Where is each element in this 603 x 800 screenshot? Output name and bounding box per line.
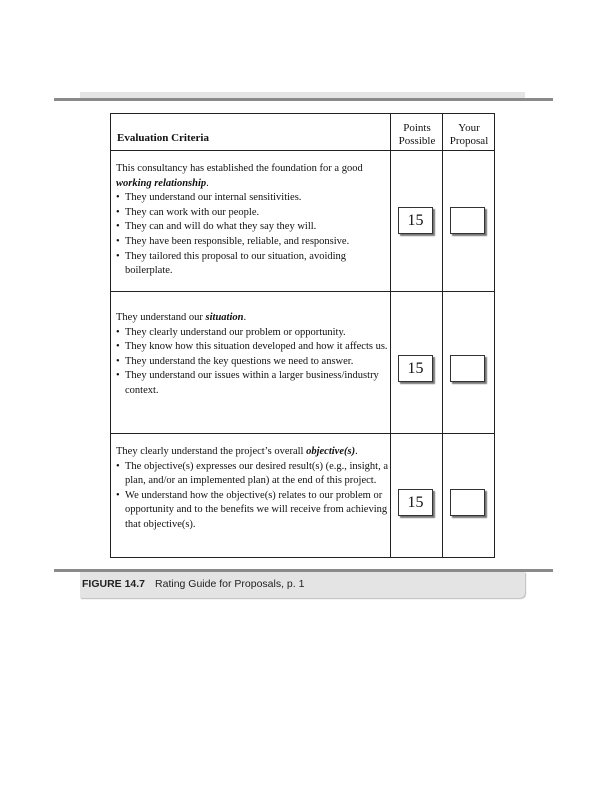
criteria-bullet: • They have been responsible, reliable, and responsive. [116, 235, 388, 250]
header-points-line2: Possible [398, 135, 436, 147]
header-points-possible [391, 122, 443, 148]
rating-table [110, 113, 495, 558]
intro-punct: . [206, 177, 209, 189]
criteria-intro [116, 162, 388, 191]
criteria-cell-situation [116, 311, 388, 399]
criteria-bullets [116, 191, 388, 279]
intro-punct: . [243, 312, 247, 323]
criteria-cell-relationship [116, 162, 388, 279]
figure-label: FIGURE 14.7 [82, 578, 146, 590]
intro-emphasis: situation [205, 312, 244, 323]
criteria-bullet: • They understand our internal sensitivities. [116, 191, 388, 206]
header-yours-line1: Your [458, 122, 480, 134]
criteria-bullet: • They clearly understand our problem or opportunity. [116, 326, 388, 341]
criteria-bullet: • They tailored this proposal to our situation, avoiding boilerplate. [116, 250, 388, 279]
your-proposal-score-box[interactable] [450, 489, 485, 516]
header-evaluation-criteria: Evaluation Criteria [117, 132, 209, 144]
intro-emphasis: working relationship [116, 177, 207, 189]
criteria-bullet: • They know how this situation developed and how it affects us. [116, 340, 388, 355]
points-possible-box: 15 [398, 207, 433, 234]
row-divider-1 [111, 291, 494, 292]
your-proposal-score-box[interactable] [450, 355, 485, 382]
intro-emphasis: objective(s) [306, 446, 356, 457]
header-divider [111, 150, 494, 151]
criteria-intro [116, 445, 388, 460]
header-your-proposal [443, 122, 495, 148]
criteria-cell-objectives [116, 445, 388, 533]
figure-title: Rating Guide for Proposals, p. 1 [155, 578, 305, 590]
figure-caption [82, 578, 304, 590]
header-yours-line2: Proposal [449, 135, 489, 147]
criteria-bullet: • They understand our issues within a larger business/industry context. [116, 369, 388, 398]
criteria-bullet: • We understand how the objective(s) relates to our problem or opportunity and to the benefits we will receive from achieving that objective(s). [116, 489, 388, 533]
intro-punct: . [355, 446, 358, 457]
criteria-bullet: • They can work with our people. [116, 206, 388, 221]
intro-text: They clearly understand the project’s overall [116, 446, 307, 457]
criteria-bullet: • The objective(s) expresses our desired result(s) (e.g., insight, a plan, and/or an implemented plan) at the end of this project. [116, 460, 388, 489]
criteria-bullets [116, 326, 388, 399]
intro-text: This consultancy has established the foundation for a good [116, 163, 363, 174]
intro-text: They understand our [116, 312, 206, 323]
points-possible-box: 15 [398, 355, 433, 382]
criteria-bullet: • They understand the key questions we need to answer. [116, 355, 388, 370]
criteria-bullets [116, 460, 388, 533]
column-divider-criteria [390, 114, 391, 557]
your-proposal-score-box[interactable] [450, 207, 485, 234]
criteria-bullet: • They can and will do what they say they will. [116, 220, 388, 235]
points-possible-box: 15 [398, 489, 433, 516]
row-divider-2 [111, 433, 494, 434]
header-points-line1: Points [403, 122, 431, 134]
criteria-intro [116, 311, 388, 326]
column-divider-points [442, 114, 443, 557]
